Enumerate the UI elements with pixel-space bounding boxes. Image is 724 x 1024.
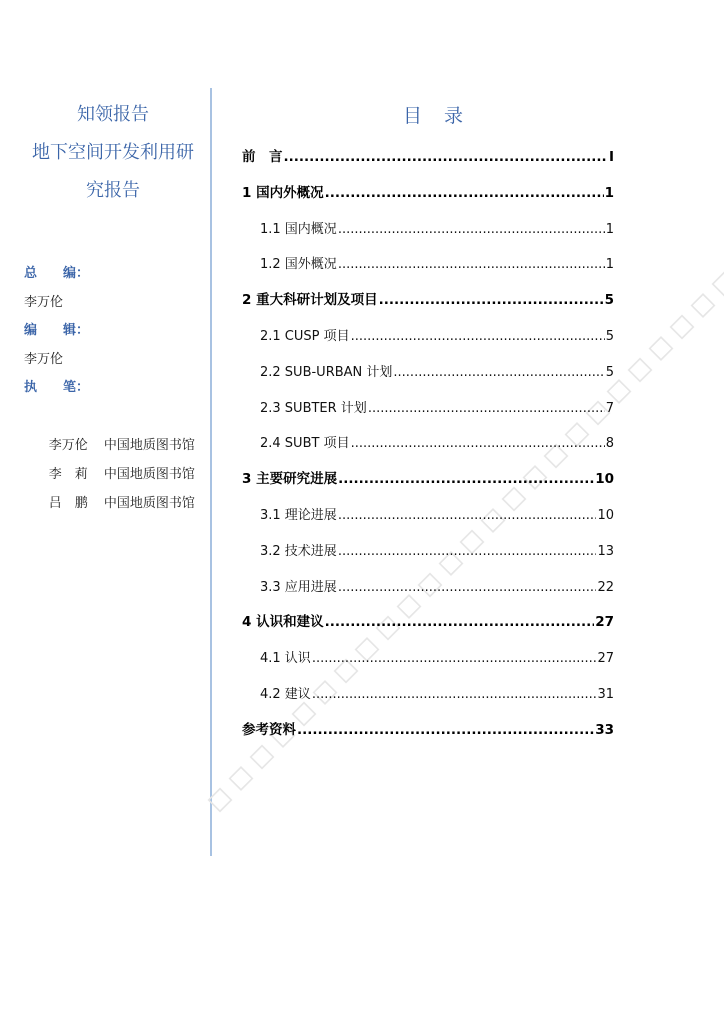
toc-entry-page: 8 <box>605 436 614 452</box>
toc-leader-dots <box>379 283 604 319</box>
toc-entry-page: 5 <box>604 292 614 309</box>
report-title-line-3: 究报告 <box>86 180 140 201</box>
toc-leader-dots <box>312 641 597 677</box>
toc-leader-dots <box>368 391 605 427</box>
toc-entry[interactable] <box>242 176 614 212</box>
toc-entry-label: 3.3 应用进展 <box>260 579 337 595</box>
writer-org: 中国地质图书馆 <box>103 496 195 511</box>
toc-entry-label: 2 重大科研计划及项目 <box>242 292 378 309</box>
toc-leader-dots <box>325 176 604 212</box>
toc-entry-page: 1 <box>604 184 614 201</box>
toc-entry-label: 3.1 理论进展 <box>260 507 337 523</box>
writer-name: 吕 鹏 <box>48 496 88 511</box>
toc-entry-page: 27 <box>597 651 614 667</box>
toc-entry-label: 4.1 认识 <box>260 651 311 667</box>
toc-entry[interactable] <box>242 605 614 641</box>
toc-entry-label: 前 言 <box>242 149 283 165</box>
toc-entry[interactable] <box>242 426 614 462</box>
report-title-line-1: 知领报告 <box>77 104 149 125</box>
writer-name: 李 莉 <box>48 467 88 482</box>
credits <box>18 260 208 511</box>
toc-entry-label: 参考资料 <box>242 721 296 738</box>
toc-entry-label: 2.2 SUB-URBAN 计划 <box>260 364 393 380</box>
toc-entry-page: 27 <box>595 614 614 631</box>
toc-entry-page: 33 <box>595 721 614 738</box>
toc-leader-dots <box>297 713 594 749</box>
toc-entry-label: 4 认识和建议 <box>242 614 324 631</box>
toc-leader-dots <box>325 605 595 641</box>
report-sidebar <box>18 96 208 511</box>
toc-entry-label: 3 主要研究进展 <box>242 471 338 488</box>
toc-leader-dots <box>312 677 597 713</box>
toc-entry[interactable] <box>242 140 614 176</box>
column-divider <box>210 88 212 856</box>
toc-leader-dots <box>338 462 594 498</box>
editor-name: 李万伦 <box>24 352 64 367</box>
toc-entry[interactable] <box>242 355 614 391</box>
toc-entry-page: 5 <box>605 364 614 380</box>
toc-entry-label: 1.1 国内概况 <box>260 221 337 237</box>
toc-leader-dots <box>351 319 605 355</box>
toc-leader-dots <box>393 355 604 391</box>
toc-entry[interactable] <box>242 391 614 427</box>
toc-entry[interactable] <box>242 462 614 498</box>
toc-entry[interactable] <box>242 319 614 355</box>
toc-leader-dots <box>338 212 605 248</box>
toc-entry[interactable] <box>242 247 614 283</box>
editor-in-chief-name: 李万伦 <box>24 295 64 310</box>
toc-entry-page: 10 <box>597 507 614 523</box>
toc-leader-dots <box>338 570 597 606</box>
toc-leader-dots <box>338 534 597 570</box>
toc-entry-page: 10 <box>595 471 614 488</box>
toc-entry[interactable] <box>242 713 614 749</box>
toc-leader-dots <box>284 140 608 176</box>
toc-entry[interactable] <box>242 212 614 248</box>
toc-entry[interactable] <box>242 498 614 534</box>
toc-leader-dots <box>351 426 605 462</box>
toc-entry[interactable] <box>242 677 614 713</box>
toc-entry-page: 1 <box>605 221 614 237</box>
toc-entry-page: 7 <box>605 400 614 416</box>
toc-entry-page: 13 <box>597 543 614 559</box>
toc-entry-label: 2.4 SUBT 项目 <box>260 436 350 452</box>
writer-org: 中国地质图书馆 <box>103 467 195 482</box>
writers-label: 执 笔： <box>24 380 90 395</box>
toc-heading: 目 录 <box>402 105 472 127</box>
editor-in-chief-label: 总 编： <box>24 266 90 281</box>
table-of-contents <box>242 100 614 749</box>
writer-org: 中国地质图书馆 <box>103 438 195 453</box>
toc-entry-label: 1 国内外概况 <box>242 184 324 201</box>
toc-entry-page: 31 <box>597 686 614 702</box>
toc-entry-label: 4.2 建议 <box>260 686 311 702</box>
toc-leader-dots <box>338 247 605 283</box>
toc-entry-page: I <box>608 149 614 165</box>
toc-entry-label: 2.1 CUSP 项目 <box>260 328 350 344</box>
toc-entry[interactable] <box>242 283 614 319</box>
toc-entry-page: 22 <box>597 579 614 595</box>
toc-entry-label: 1.2 国外概况 <box>260 257 337 273</box>
toc-entry-label: 2.3 SUBTER 计划 <box>260 400 367 416</box>
toc-entry-label: 3.2 技术进展 <box>260 543 337 559</box>
toc-entry[interactable] <box>242 570 614 606</box>
editor-label: 编 辑： <box>24 323 90 338</box>
toc-entry-page: 1 <box>605 257 614 273</box>
toc-entry-page: 5 <box>605 328 614 344</box>
toc-entry[interactable] <box>242 534 614 570</box>
writer-row <box>24 402 208 453</box>
toc-leader-dots <box>338 498 597 534</box>
writer-name: 李万伦 <box>48 438 88 453</box>
toc-entry[interactable] <box>242 641 614 677</box>
report-title-line-2: 地下空间开发利用研 <box>32 142 194 163</box>
